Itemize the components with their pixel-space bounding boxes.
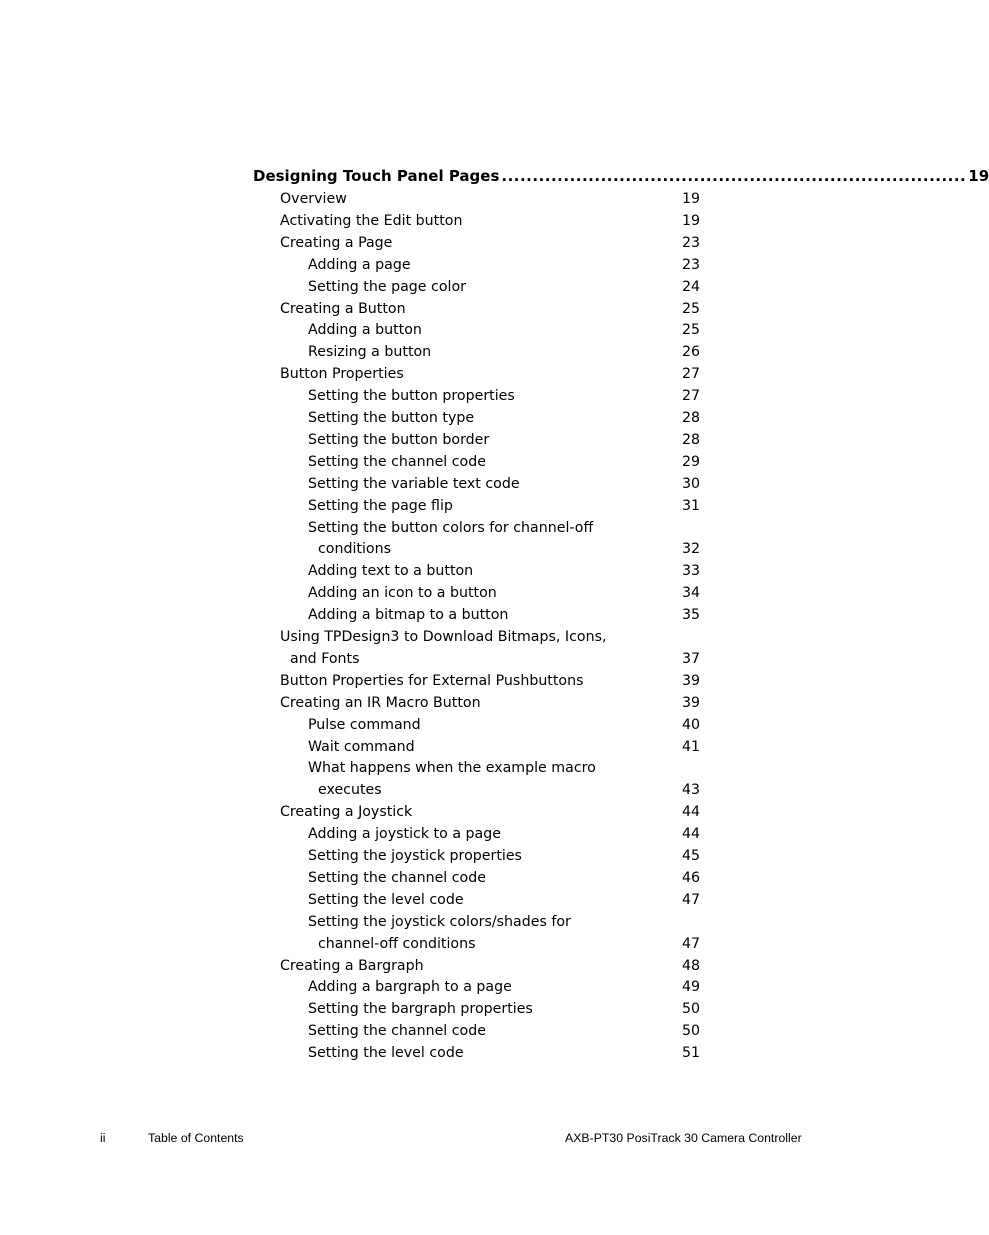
toc-entry-label: Setting the button colors for channel-off [308, 519, 594, 536]
toc-entry-label: Setting the level code [308, 1045, 464, 1062]
toc-entry-label: Overview [280, 191, 347, 207]
toc-entry-label: Setting the button border [308, 431, 490, 448]
toc-entry-page: 27 [682, 366, 701, 383]
toc-entry-label: Setting the page flip [308, 497, 453, 514]
toc-entry[interactable] [0, 473, 954, 495]
toc-entry-page: 25 [682, 300, 701, 317]
toc-entry[interactable] [0, 757, 954, 801]
toc-entry-label: Setting the variable text code [308, 475, 520, 492]
toc-entry-page: 51 [682, 1045, 701, 1062]
toc-entry[interactable] [0, 517, 954, 561]
toc-entry-page: 24 [682, 278, 701, 295]
toc-entry[interactable] [0, 867, 954, 889]
toc-entry[interactable] [0, 363, 954, 385]
footer-page-number: ii [100, 1131, 106, 1145]
toc-entry[interactable] [0, 626, 954, 670]
toc-entry[interactable] [0, 823, 954, 845]
toc-entry-page: 25 [682, 322, 701, 339]
toc-heading-title: Designing Touch Panel Pages [253, 167, 500, 185]
toc-entry-label: Resizing a button [308, 344, 432, 361]
toc-entry-page: 48 [682, 957, 701, 974]
toc-entry-page: 47 [682, 935, 701, 952]
toc-entry[interactable] [0, 845, 954, 867]
toc-entry-label: Setting the channel code [308, 869, 486, 886]
toc-entry[interactable] [0, 560, 954, 582]
toc-heading-page: 19 [968, 167, 989, 185]
toc-entry-page: 19 [682, 191, 701, 207]
toc-entry-page: 35 [682, 607, 701, 624]
toc-entry[interactable] [0, 801, 954, 823]
toc-entry-label: Adding text to a button [308, 563, 474, 580]
toc-entry[interactable] [0, 955, 954, 977]
toc-entry-label: Adding a bitmap to a button [308, 607, 509, 624]
toc-entry-page: 41 [682, 738, 701, 755]
toc-entry-label: Creating a Joystick [280, 804, 413, 821]
toc-entry[interactable] [0, 298, 954, 320]
toc-entry[interactable] [0, 276, 954, 298]
toc-entry-label: Adding an icon to a button [308, 585, 497, 602]
toc-entry-page: 33 [682, 563, 701, 580]
toc-entry-label: Creating a Page [280, 234, 393, 251]
toc-entry-label: Setting the button properties [308, 388, 515, 405]
toc-entry-label: Wait command [308, 738, 415, 755]
toc-entry-label-continuation: conditions [318, 541, 391, 558]
toc-entry[interactable] [0, 254, 954, 276]
toc-entry[interactable] [0, 714, 954, 736]
toc-entry[interactable] [0, 604, 954, 626]
toc-entry-label: Setting the joystick colors/shades for [308, 913, 571, 930]
toc-entry[interactable] [0, 495, 954, 517]
toc-entry[interactable] [0, 1042, 954, 1064]
toc-entry-page: 45 [682, 848, 701, 864]
toc-entry[interactable] [0, 976, 954, 998]
toc-entry-label: Creating an IR Macro Button [280, 694, 481, 711]
toc-entry-page: 44 [682, 826, 701, 843]
toc-entry-page: 39 [682, 694, 701, 711]
toc-entry-label: Creating a Bargraph [280, 957, 424, 974]
toc-entry[interactable] [0, 889, 954, 911]
toc-entry[interactable] [0, 1020, 954, 1042]
toc-entry-page: 32 [682, 541, 701, 558]
toc-entry-page: 40 [682, 716, 701, 733]
toc-entry-page: 50 [682, 1023, 701, 1040]
toc-entry-label: Setting the bargraph properties [308, 1001, 533, 1018]
toc-entry[interactable] [0, 911, 954, 955]
toc-entry-label: Adding a bargraph to a page [308, 979, 512, 996]
toc-entry-page: 23 [682, 234, 701, 251]
toc-entry[interactable] [0, 341, 954, 363]
toc-entry-label: Pulse command [308, 716, 421, 733]
toc-entry[interactable] [0, 736, 954, 758]
toc-entry-page: 30 [682, 475, 701, 492]
toc-entry[interactable] [0, 670, 954, 692]
toc-entry[interactable] [0, 232, 954, 254]
toc-entry-page: 43 [682, 782, 701, 799]
toc-entry-label: Adding a page [308, 256, 411, 273]
toc-heading-leader: ........................................................................... [501, 167, 967, 185]
toc-entry-label-continuation: executes [318, 782, 382, 799]
toc-entry[interactable] [0, 407, 954, 429]
toc-entry[interactable] [0, 998, 954, 1020]
toc-entry[interactable] [0, 319, 954, 341]
toc-entry-page: 28 [682, 431, 701, 448]
toc-entry-label: Button Properties [280, 366, 404, 383]
toc-heading[interactable] [253, 167, 989, 189]
toc-entry-page: 34 [682, 585, 701, 602]
toc-entry[interactable] [0, 451, 954, 473]
toc-entry[interactable] [0, 582, 954, 604]
toc-entry-label: Setting the joystick properties [308, 848, 522, 864]
toc-entry-label: Setting the page color [308, 278, 466, 295]
toc-entry-label: Setting the channel code [308, 1023, 486, 1040]
toc-entry-page: 19 [682, 212, 701, 229]
toc-entry-label: Setting the channel code [308, 453, 486, 470]
footer-section-title: Table of Contents [148, 1131, 244, 1145]
toc-entry-label: Button Properties for External Pushbuttons [280, 672, 584, 689]
toc-entry[interactable] [0, 385, 954, 407]
toc-entry-label: Adding a button [308, 322, 422, 339]
toc-entry-page: 31 [682, 497, 701, 514]
footer-product-title: AXB-PT30 PosiTrack 30 Camera Controller [565, 1131, 802, 1145]
toc-entry-label: Setting the button type [308, 410, 475, 426]
toc-entry-label: Activating the Edit button [280, 212, 463, 229]
toc-entry-label: What happens when the example macro [308, 760, 596, 777]
toc-entry-label-continuation: and Fonts [290, 650, 360, 667]
toc-entry-page: 27 [682, 388, 701, 405]
toc-entry-page: 47 [682, 891, 701, 908]
toc-entry[interactable] [0, 188, 954, 210]
toc-entry-page: 29 [682, 453, 701, 470]
toc-entry-label-continuation: channel-off conditions [318, 935, 476, 952]
toc-entry-page: 44 [682, 804, 701, 821]
toc-entry[interactable] [0, 210, 954, 232]
toc-entry-page: 23 [682, 256, 701, 273]
toc-entry-page: 26 [682, 344, 701, 361]
toc-entry[interactable] [0, 692, 954, 714]
toc-entry-page: 50 [682, 1001, 701, 1018]
toc-entry-label: Creating a Button [280, 300, 406, 317]
toc-entry-label: Using TPDesign3 to Download Bitmaps, Icons, [280, 629, 607, 645]
toc-entry-page: 46 [682, 869, 701, 886]
toc-entry-page: 49 [682, 979, 701, 996]
toc-entry-page: 37 [682, 650, 701, 667]
toc-entry-page: 28 [682, 410, 701, 426]
toc-entry-label: Setting the level code [308, 891, 464, 908]
toc-entry-label: Adding a joystick to a page [308, 826, 501, 843]
toc-entry-page: 39 [682, 672, 701, 689]
toc-entry[interactable] [0, 429, 954, 451]
